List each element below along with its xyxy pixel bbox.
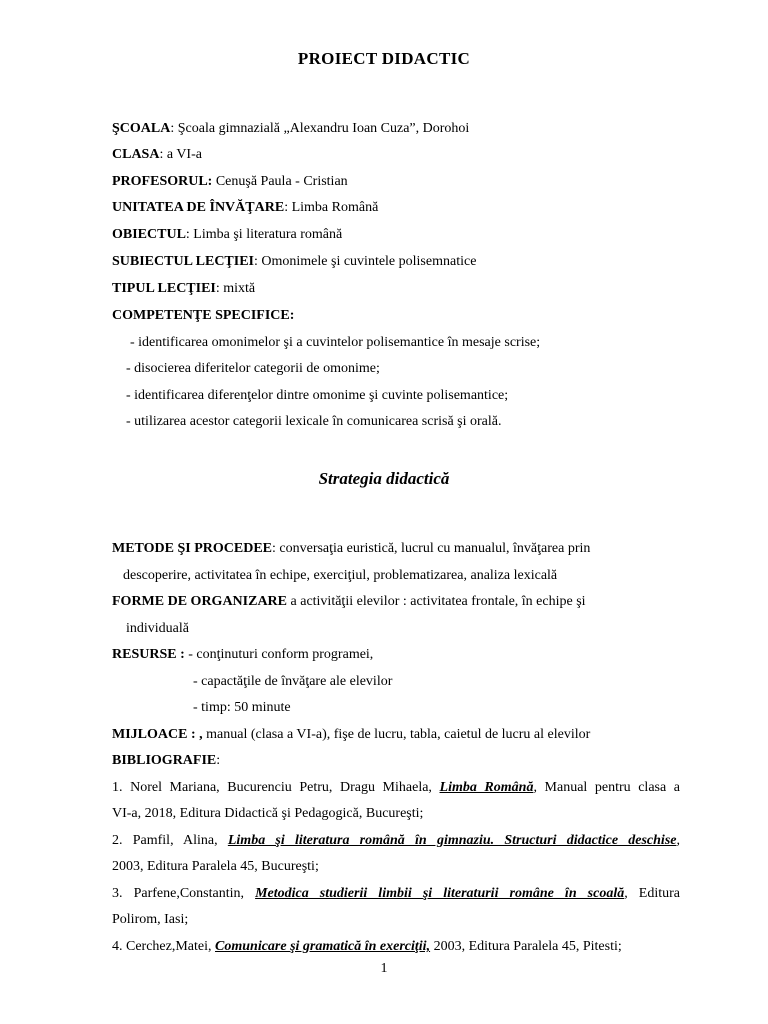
bib-ref-title: Metodica studierii limbii şi literaturii române în scoală (255, 886, 625, 901)
metode-continuation: descoperire, activitatea în echipe, exerciţiul, problematizarea, analiza lexicală (123, 568, 558, 583)
field-value: : Omonimele şi cuvintele polisemnatice (254, 254, 477, 269)
bib-ref-title: Limba Română (439, 780, 534, 795)
bib-ref-text: 2003, Editura Paralela 45, Pitesti; (430, 939, 622, 954)
bibliografie-label: BIBLIOGRAFIE (112, 753, 217, 768)
bib-ref-text: , (676, 833, 680, 848)
field-label: UNITATEA DE ÎNVĂŢARE (112, 200, 285, 215)
bib-ref-text: 3. Parfene,Constantin, (112, 886, 256, 901)
field-obiect (112, 225, 342, 245)
bib-ref-3-cont: Polirom, Iasi; (112, 912, 189, 927)
mijloace-label: MIJLOACE : , (112, 727, 203, 742)
bib-ref-text: 1. Norel Mariana, Bucurenciu Petru, Dragu Mihaela, (112, 780, 440, 795)
bib-ref-title: Limba şi literatura română în gimnaziu. Structuri didactice deschise (227, 833, 677, 848)
document-title: PROIECT DIDACTIC (297, 49, 471, 68)
page-number: 1 (380, 961, 388, 976)
field-value: : a VI-a (159, 147, 202, 162)
metode-line (112, 539, 590, 559)
competenta-item: - identificarea omonimelor şi a cuvintelor polisemantice în mesaje scrise; (130, 335, 541, 350)
field-label: CLASA (112, 147, 160, 162)
bib-ref-text: , Editura (624, 886, 680, 901)
field-label: SUBIECTUL LECŢIEI (112, 254, 255, 269)
bib-ref-text: 4. Cerchez,Matei, (112, 939, 216, 954)
field-scoala (112, 119, 469, 139)
resurse-item: - timp: 50 minute (193, 700, 291, 715)
field-label: OBIECTUL (112, 227, 186, 242)
resurse-item: - capactăţile de învăţare ale elevilor (193, 674, 393, 689)
field-clasa (112, 145, 202, 165)
bib-ref-title: Comunicare şi gramatică în exerciţii, (215, 939, 431, 954)
field-value: : Limba şi literatura română (185, 227, 343, 242)
field-label: PROFESORUL: (112, 174, 213, 189)
forme-continuation: individuală (126, 621, 189, 636)
field-label: ŞCOALA (112, 121, 171, 136)
forme-label: FORME DE ORGANIZARE (112, 594, 288, 609)
field-label: TIPUL LECŢIEI (112, 281, 216, 296)
bib-ref-2 (112, 831, 680, 851)
bib-ref-3 (112, 884, 680, 904)
forme-line (112, 592, 586, 612)
metode-text: : conversaţia euristică, lucrul cu manualul, învăţarea prin (272, 541, 591, 556)
field-unitate (112, 198, 378, 218)
bibliografie-colon: : (216, 753, 221, 768)
field-value: Cenuşă Paula - Cristian (212, 174, 348, 189)
competente-heading: COMPETENŢE SPECIFICE: (112, 308, 295, 323)
field-tip (112, 279, 255, 299)
mijloace-line (112, 725, 590, 745)
bib-ref-2-cont: 2003, Editura Paralela 45, Bucureşti; (112, 859, 319, 874)
competenta-item: - identificarea diferenţelor dintre omonime şi cuvinte polisemantice; (126, 388, 509, 403)
field-subiect (112, 252, 476, 272)
field-value: : Şcoala gimnazială „Alexandru Ioan Cuza”, Dorohoi (170, 121, 470, 136)
resurse-item: - conţinuturi conform programei, (188, 647, 374, 662)
competenta-item: - utilizarea acestor categorii lexicale în comunicarea scrisă şi orală. (126, 414, 502, 429)
bib-ref-text: , Manual pentru clasa a (533, 780, 680, 795)
bib-ref-4 (112, 937, 622, 957)
resurse-line (112, 645, 373, 665)
competenta-item: - disocierea diferitelor categorii de omonime; (126, 361, 380, 376)
field-value: : Limba Română (284, 200, 379, 215)
mijloace-text: manual (clasa a VI-a), fişe de lucru, tabla, caietul de lucru al elevilor (202, 727, 591, 742)
bib-ref-text: 2. Pamfil, Alina, (112, 833, 228, 848)
metode-label: METODE ŞI PROCEDEE (112, 541, 272, 556)
field-value: : mixtă (215, 281, 256, 296)
bib-ref-1-cont: VI-a, 2018, Editura Didactică şi Pedagogică, Bucureşti; (112, 806, 424, 821)
field-profesor (112, 172, 348, 192)
strategie-title: Strategia didactică (318, 469, 450, 488)
bibliografie-heading (112, 751, 220, 771)
forme-text: a activităţii elevilor : activitatea frontale, în echipe şi (287, 594, 586, 609)
bib-ref-1 (112, 778, 680, 798)
resurse-label: RESURSE : (112, 647, 189, 662)
